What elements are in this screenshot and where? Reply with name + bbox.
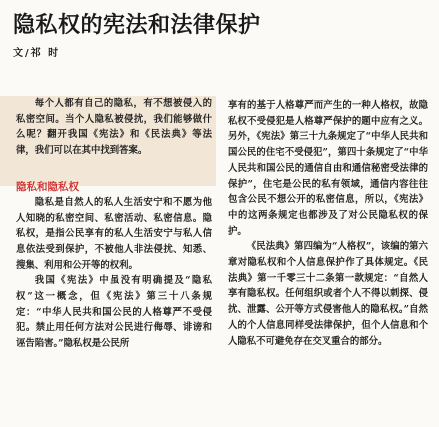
section-heading: 隐私和隐私权 [16, 180, 79, 193]
right-column [228, 98, 428, 349]
article-byline: 文/祁 时 [13, 48, 61, 59]
right-paragraph-1: 享有的基于人格尊严而产生的一种人格权，故隐私权不受侵犯是人格尊严保护的题中应有之义。另外，《宪法》第三十九条规定了“中华人民共和国公民的住宅不受侵犯”，第四十条规定了“中华人民共和国公民的通信自由和通信秘密受法律的保护”，住宅是公民的私有领域，通信内容往往包含公民不想公开的私密信息，所以，《宪法》中的这两条规定也都涉及了对公民隐私权的保护。 [228, 100, 428, 237]
left-paragraph-2: 我国《宪法》中虽没有明确提及“隐私权”这一概念，但《宪法》第三十八条规定：“中华人民共和国公民的人格尊严不受侵犯。禁止用任何方法对公民进行侮辱、诽谤和诬告陷害。”隐私权是公民所 [16, 275, 212, 350]
article-title: 隐私权的宪法和法律保护 [13, 13, 261, 38]
left-paragraph-1: 隐私是自然人的私人生活安宁和不愿为他人知晓的私密空间、私密活动、私密信息。隐私权，是指公民享有的私人生活安宁与私人信息依法受到保护，不被他人非法侵扰、知悉、搜集、利用和公开等的权利。 [16, 196, 212, 271]
right-paragraph-2: 《民法典》第四编为“人格权”，该编的第六章对隐私权和个人信息保护作了具体规定。《民法典》第一千零三十二条第一款规定：“自然人享有隐私权。任何组织或者个人不得以刺探、侵扰、泄露、公开等方式侵害他人的隐私权。”自然人的个人信息同样受法律保护，但个人信息和个人隐私不可避免存在交叉重合的部分。 [228, 241, 428, 347]
intro-paragraph: 每个人都有自己的隐私，有不想被侵入的私密空间。当个人隐私被侵扰，我们能够做什么呢？翻开我国《宪法》和《民法典》等法律，我们可以在其中找到答案。 [16, 98, 212, 157]
left-column [16, 96, 212, 352]
